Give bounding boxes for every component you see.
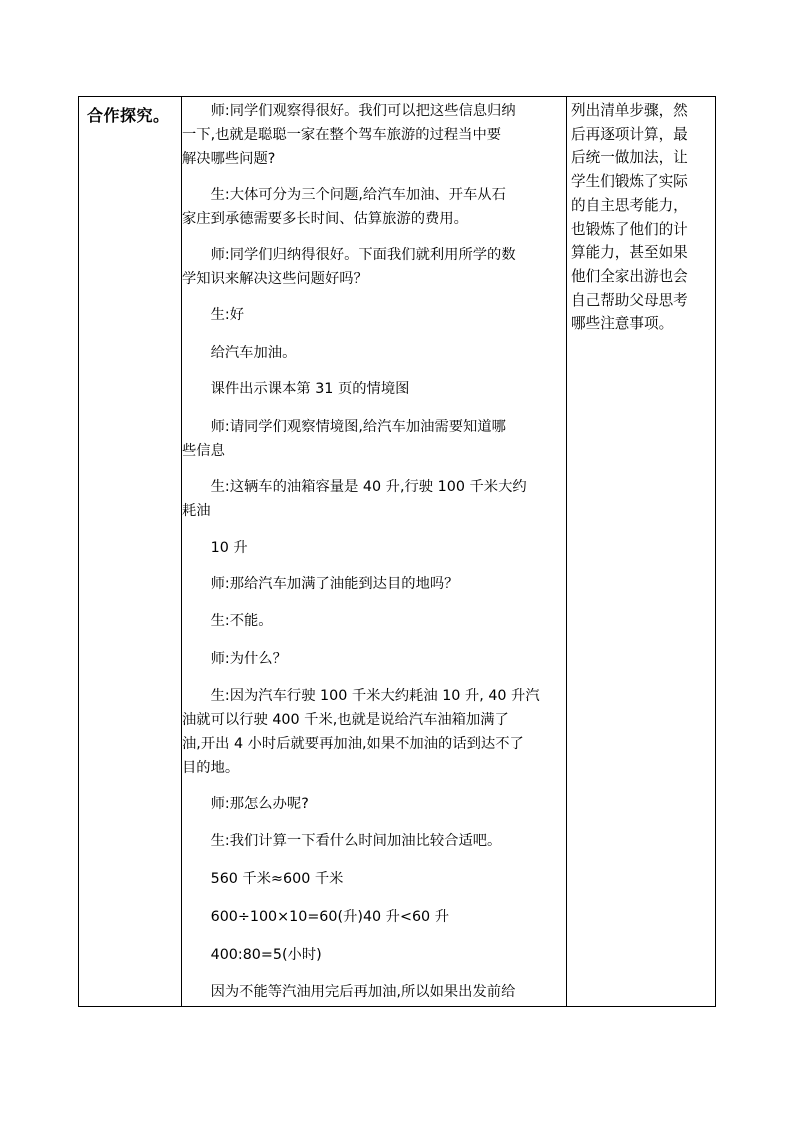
paragraph-line: 师:那给汽车加满了油能到达目的地吗？ [182, 576, 459, 592]
paragraph [182, 943, 566, 967]
paragraph-line: 给汽车加油。 [182, 345, 297, 361]
paragraph-line: 课件出示课本第 31 页的情境图 [182, 381, 410, 397]
paragraph [182, 415, 566, 463]
paragraph-line: 600÷100×10=60(升)40 升<60 升 [182, 909, 449, 925]
paragraph [182, 183, 566, 231]
paragraph [182, 980, 566, 1004]
paragraph [182, 867, 566, 891]
design-note-line: 后统一做加法，让 [571, 149, 688, 167]
lesson-table [78, 96, 716, 1007]
paragraph-line: 师:为什么？ [182, 651, 287, 667]
paragraph [182, 572, 566, 596]
paragraph-line: 学知识来解决这些问题好吗？ [182, 271, 368, 287]
paragraph [182, 377, 566, 401]
paragraph-line: 生:好 [182, 307, 245, 323]
paragraph-line: 师:同学们归纳得很好。下面我们就利用所学的数 [182, 247, 516, 263]
paragraph [182, 341, 566, 365]
paragraph-line: 家庄到承德需要多长时间、估算旅游的费用。 [182, 211, 468, 227]
paragraph [182, 99, 566, 171]
paragraph-line: 生:我们计算一下看什么时间加油比较合适吧。 [182, 833, 502, 849]
paragraph [182, 684, 566, 780]
design-note-line: 学生们锻炼了实际 [571, 173, 688, 191]
paragraph-line: 耗油 [182, 503, 211, 519]
design-note-text [571, 99, 713, 336]
paragraph-line: 油,开出 4 小时后就要再加油,如果不加油的话到达不了 [182, 736, 524, 752]
column-divider [566, 97, 567, 1006]
paragraph [182, 536, 566, 560]
section-label: 合作探究。 [87, 106, 170, 125]
design-note-line: 自己帮助父母思考 [571, 291, 688, 309]
paragraph-line: 解决哪些问题? [182, 151, 276, 167]
paragraph [182, 475, 566, 523]
design-note-line: 哪些注意事项。 [571, 315, 674, 333]
paragraph-line: 400:80=5(小时) [182, 947, 322, 963]
design-note-line: 后再逐项计算，最 [571, 125, 688, 143]
paragraph [182, 303, 566, 327]
paragraph [182, 609, 566, 633]
paragraph-line: 师:那怎么办呢? [182, 796, 309, 812]
paragraph-line: 生:大体可分为三个问题,给汽车加油、开车从石 [182, 187, 506, 203]
paragraph [182, 792, 566, 816]
design-note-line: 列出清单步骤，然 [571, 102, 688, 119]
paragraph-line: 些信息 [182, 443, 225, 459]
paragraph-line: 生:因为汽车行驶 100 千米大约耗油 10 升, 40 升汽 [182, 688, 540, 704]
paragraph [182, 647, 566, 671]
paragraph [182, 243, 566, 291]
paragraph-line: 师:同学们观察得很好。我们可以把这些信息归纳 [182, 103, 516, 119]
paragraph [182, 829, 566, 853]
paragraph [182, 905, 566, 929]
design-note-line: 算能力，甚至如果 [571, 244, 688, 262]
design-note-line: 的自主思考能力， [571, 196, 688, 214]
paragraph-line: 油就可以行驶 400 千米,也就是说给汽车油箱加满了 [182, 712, 509, 728]
paragraph-line: 师:请同学们观察情境图,给汽车加油需要知道哪 [182, 419, 506, 435]
paragraph-line: 一下,也就是聪聪一家在整个驾车旅游的过程当中要 [182, 127, 502, 143]
paragraph-line: 目的地。 [182, 760, 240, 776]
paragraph-line: 因为不能等汽油用完后再加油,所以如果出发前给 [182, 984, 516, 1000]
paragraph-line: 生:这辆车的油箱容量是 40 升,行驶 100 千米大约 [182, 479, 527, 495]
paragraph-line: 生:不能。 [182, 613, 273, 629]
design-note-line: 他们全家出游也会 [571, 267, 688, 285]
paragraph-line: 10 升 [182, 540, 248, 556]
paragraph-line: 560 千米≈600 千米 [182, 871, 344, 887]
design-note-line: 也锻炼了他们的计 [571, 220, 688, 238]
